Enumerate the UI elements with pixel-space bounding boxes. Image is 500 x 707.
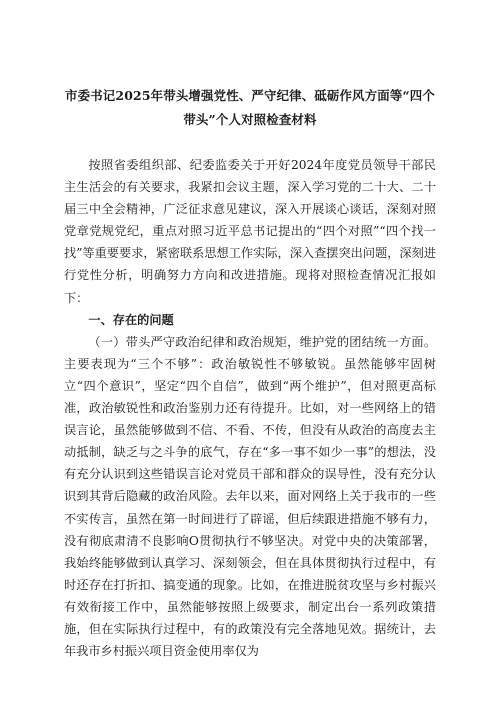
intro-paragraph: 按照省委组织部、纪委监委关于开好2024年度党员领导干部民主生活会的有关要求，我紧扣会议主题，深入学习党的二十大、二十届三中全会精神，广泛征求意见建议，深入开展谈心谈话，深刻对照党章党规党纪，重点对照习近平总书记提出的“四个对照”“四个找一找”等重要要求，紧密联系思想工作实际，深入查摆突出问题，深刻进行党性分析，明确努力方向和改进措施。现将对照检查情况汇报如下： bbox=[64, 158, 436, 305]
body-paragraph: （一）带头严守政治纪律和政治规矩，维护党的团结统一方面。主要表现为“三个不够”：政治敏锐性不够敏锐。虽然能够牢固树立“四个意识”，坚定“四个自信”，做到“两个维护”，但对照更高标准，政治敏锐性和政治鉴别力还有待提升。比如，对一些网络上的错误言论，虽然能够做到不信、不看、不传，但没有从政治的高度去主动抵制，缺乏与之斗争的底气，存在“多一事不如少一事”的想法，没有充分认识到这些错误言论对党员干部和群众的误导性，没有充分认识到其背后隐藏的政治风险。去年以来，面对网络上关于我市的一些不实传言，虽然在第一时间进行了辟谣，但后续跟进措施不够有力，没有彻底肃清不良影响O贯彻执行不够坚决。对党中央的决策部署，我始终能够做到认真学习、深刻领会，但在具体贯彻执行过程中，有时还存在打折扣、搞变通的现象。比如，在推进脱贫攻坚与乡村振兴有效衔接工作中，虽然能够按照上级要求，制定出台一系列政策措施，但在实际执行过程中，有的政策没有完全落地见效。据统计，去年我市乡村振兴项目资金使用率仅为 bbox=[64, 334, 436, 659]
document-title: 市委书记2025年带头增强党性、严守纪律、砥砺作风方面等“四个带头”个人对照检查材料 bbox=[65, 88, 435, 127]
section-heading: 一、存在的问题 bbox=[88, 312, 174, 327]
document-body bbox=[64, 154, 436, 662]
